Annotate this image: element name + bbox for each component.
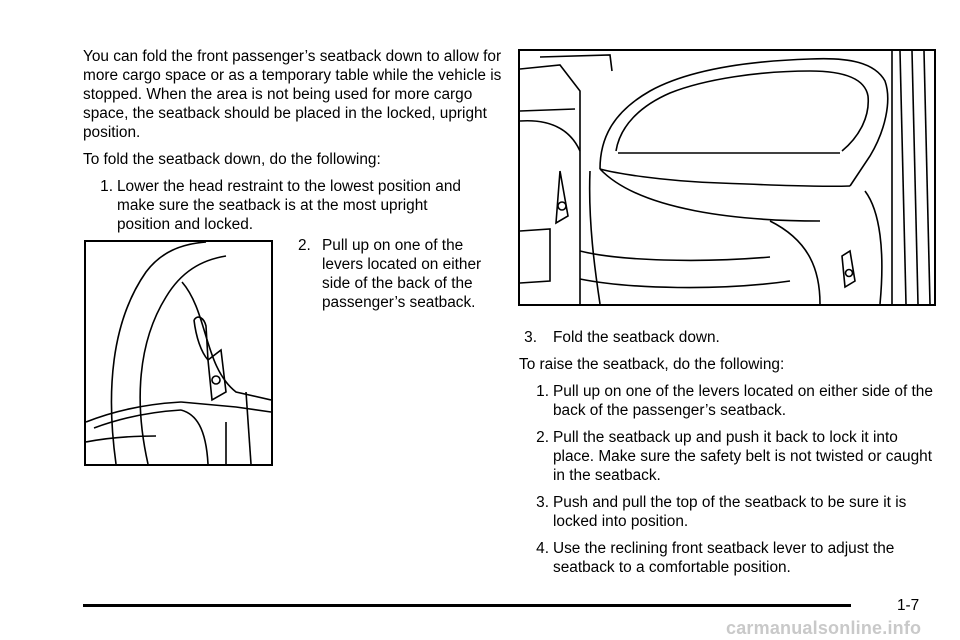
step-text: Pull up on one of the levers located on either side of the back of the passenger’s seatback. (553, 383, 933, 419)
raise-steps-list (519, 382, 939, 577)
step-text: Use the reclining front seatback lever to adjust the seatback to a comfortable position. (553, 540, 895, 576)
step-number: 3. (536, 494, 549, 511)
step-text: Lower the head restraint to the lowest position and make sure the seatback is at the most upright position and locked. (117, 178, 461, 233)
watermark: carmanualsonline.info (726, 618, 922, 638)
step-text: Pull the seatback up and push it back to lock it into place. Make sure the safety belt is not twisted or caught in the seatback. (553, 429, 932, 484)
step-number: 2. (536, 429, 549, 446)
fold-steps-list (83, 177, 503, 234)
seat-lever-illustration (84, 240, 273, 466)
step-text: Push and pull the top of the seatback to be sure it is locked into position. (553, 494, 907, 530)
step-number: 1. (100, 178, 113, 195)
intro-paragraph: You can fold the front passenger’s seatback down to allow for more cargo space or as a temporary table while the vehicle is stopped. When the area is not being used for more cargo space, the seatback should be placed in the locked, upright position. (83, 48, 502, 141)
step-text: Pull up on one of the levers located on either side of the back of the passenger’s seatback. (322, 237, 482, 311)
fold-steps-continued (519, 328, 939, 347)
raise-step-2 (519, 428, 939, 485)
raise-step-3 (519, 493, 939, 531)
step-number: 2. (298, 237, 311, 254)
fold-step-2-block (298, 236, 498, 312)
fold-lead: To fold the seatback down, do the following: (83, 151, 381, 168)
raise-lead: To raise the seatback, do the following: (519, 356, 785, 373)
step-number: 4. (536, 540, 549, 557)
footer-rule (83, 604, 851, 607)
page-number: 1-7 (897, 597, 920, 614)
folded-seatback-illustration (518, 49, 936, 306)
step-number: 3. (524, 329, 537, 346)
fold-step-1 (83, 177, 503, 234)
left-column (83, 47, 503, 242)
step-text: Fold the seatback down. (553, 329, 720, 346)
fold-step-3 (519, 328, 939, 347)
step-number: 1. (536, 383, 549, 400)
fold-step-2 (298, 236, 498, 312)
raise-step-4 (519, 539, 939, 577)
right-column (519, 328, 939, 585)
raise-step-1 (519, 382, 939, 420)
